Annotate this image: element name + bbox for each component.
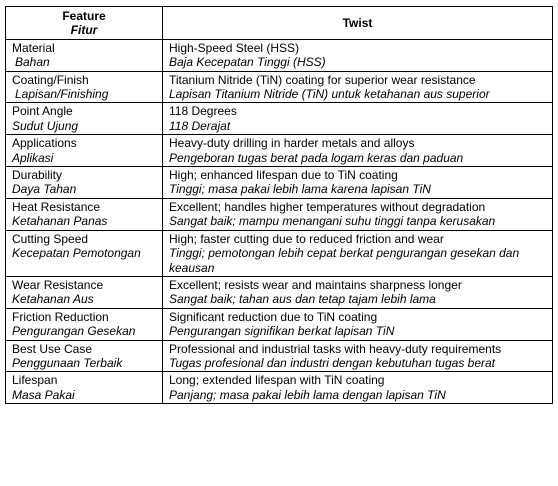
twist-cell: [163, 71, 553, 103]
feature-cell: [6, 135, 163, 167]
feature-cell: [6, 230, 163, 276]
feature-label-en: Wear Resistance: [12, 277, 104, 292]
feature-label-id: Daya Tahan: [12, 182, 77, 197]
twist-value-id: Panjang; masa pakai lebih lama dengan lapisan TiN: [169, 387, 446, 402]
table-row: [6, 372, 553, 404]
twist-value-id: Tinggi; pemotongan lebih cepat berkat pengurangan gesekan dan keausan: [169, 246, 520, 275]
table-row: [6, 198, 553, 230]
twist-value-en: Excellent; resists wear and maintains sharpness longer: [169, 277, 462, 292]
column-header-feature-en: Feature: [62, 9, 106, 23]
twist-value-en: High; faster cutting due to reduced friction and wear: [169, 231, 444, 246]
table-row: [6, 103, 553, 135]
twist-value-en: Professional and industrial tasks with heavy-duty requirements: [169, 341, 502, 356]
twist-value-en: 118 Degrees: [169, 104, 237, 119]
twist-value-id: 118 Derajat: [169, 118, 231, 133]
feature-cell: [6, 198, 163, 230]
table-row: [6, 71, 553, 103]
table-row: [6, 167, 553, 199]
feature-cell: [6, 276, 163, 308]
twist-value-id: Sangat baik; mampu menangani suhu tinggi tanpa kerusakan: [169, 214, 496, 229]
feature-label-en: Material: [12, 40, 55, 55]
twist-value-en: Excellent; handles higher temperatures without degradation: [169, 199, 486, 214]
feature-label-en: Applications: [12, 136, 77, 151]
table-row: [6, 308, 553, 340]
twist-cell: [163, 308, 553, 340]
feature-label-id: Ketahanan Panas: [12, 214, 108, 229]
twist-value-en: High-Speed Steel (HSS): [169, 40, 300, 55]
twist-cell: [163, 167, 553, 199]
feature-label-en: Durability: [12, 168, 63, 183]
column-header-twist: Twist: [163, 7, 553, 40]
feature-cell: [6, 308, 163, 340]
feature-label-en: Heat Resistance: [12, 199, 101, 214]
feature-cell: [6, 103, 163, 135]
feature-cell: [6, 372, 163, 404]
twist-value-en: Long; extended lifespan with TiN coating: [169, 373, 385, 388]
twist-value-id: Baja Kecepatan Tinggi (HSS): [169, 55, 326, 70]
feature-label-id: Masa Pakai: [12, 387, 75, 402]
twist-value-id: Pengeboran tugas berat pada logam keras dan paduan: [169, 150, 464, 165]
feature-comparison-table: [5, 6, 553, 404]
twist-value-id: Lapisan Titanium Nitride (TiN) untuk ketahanan aus superior: [169, 87, 490, 102]
twist-value-en: Significant reduction due to TiN coating: [169, 309, 378, 324]
feature-cell: [6, 340, 163, 372]
twist-value-en: High; enhanced lifespan due to TiN coating: [169, 168, 398, 183]
table-row: [6, 230, 553, 276]
feature-label-id: Pengurangan Gesekan: [12, 324, 136, 339]
feature-label-en: Best Use Case: [12, 341, 93, 356]
twist-value-en: Heavy-duty drilling in harder metals and alloys: [169, 136, 415, 151]
table-row: [6, 340, 553, 372]
twist-cell: [163, 198, 553, 230]
table-header-row: [6, 7, 553, 40]
feature-label-en: Lifespan: [12, 373, 58, 388]
twist-cell: [163, 276, 553, 308]
twist-value-id: Pengurangan signifikan berkat lapisan TiN: [169, 324, 395, 339]
feature-label-id: Ketahanan Aus: [12, 292, 94, 307]
feature-label-id: Aplikasi: [12, 150, 54, 165]
column-header-feature-id: Fitur: [70, 23, 98, 38]
feature-label-id: Bahan: [15, 55, 50, 70]
twist-value-id: Sangat baik; tahan aus dan tetap tajam lebih lama: [169, 292, 436, 307]
twist-cell: [163, 340, 553, 372]
feature-label-en: Point Angle: [12, 104, 73, 119]
table-row: [6, 135, 553, 167]
feature-label-en: Cutting Speed: [12, 231, 89, 246]
table-row: [6, 276, 553, 308]
twist-cell: [163, 135, 553, 167]
column-header-feature: [6, 7, 163, 40]
twist-cell: [163, 103, 553, 135]
feature-label-id: Sudut Ujung: [12, 118, 79, 133]
feature-cell: [6, 71, 163, 103]
table-row: [6, 39, 553, 71]
twist-cell: [163, 39, 553, 71]
feature-label-en: Coating/Finish: [12, 72, 89, 87]
feature-cell: [6, 39, 163, 71]
twist-cell: [163, 372, 553, 404]
twist-cell: [163, 230, 553, 276]
feature-label-id: Lapisan/Finishing: [15, 87, 109, 102]
feature-label-id: Penggunaan Terbaik: [12, 355, 123, 370]
feature-label-en: Friction Reduction: [12, 309, 109, 324]
twist-value-en: Titanium Nitride (TiN) coating for superior wear resistance: [169, 72, 476, 87]
feature-label-id: Kecepatan Pemotongan: [12, 246, 141, 261]
twist-value-id: Tinggi; masa pakai lebih lama karena lapisan TiN: [169, 182, 431, 197]
feature-cell: [6, 167, 163, 199]
twist-value-id: Tugas profesional dan industri dengan kebutuhan tugas berat: [169, 355, 496, 370]
